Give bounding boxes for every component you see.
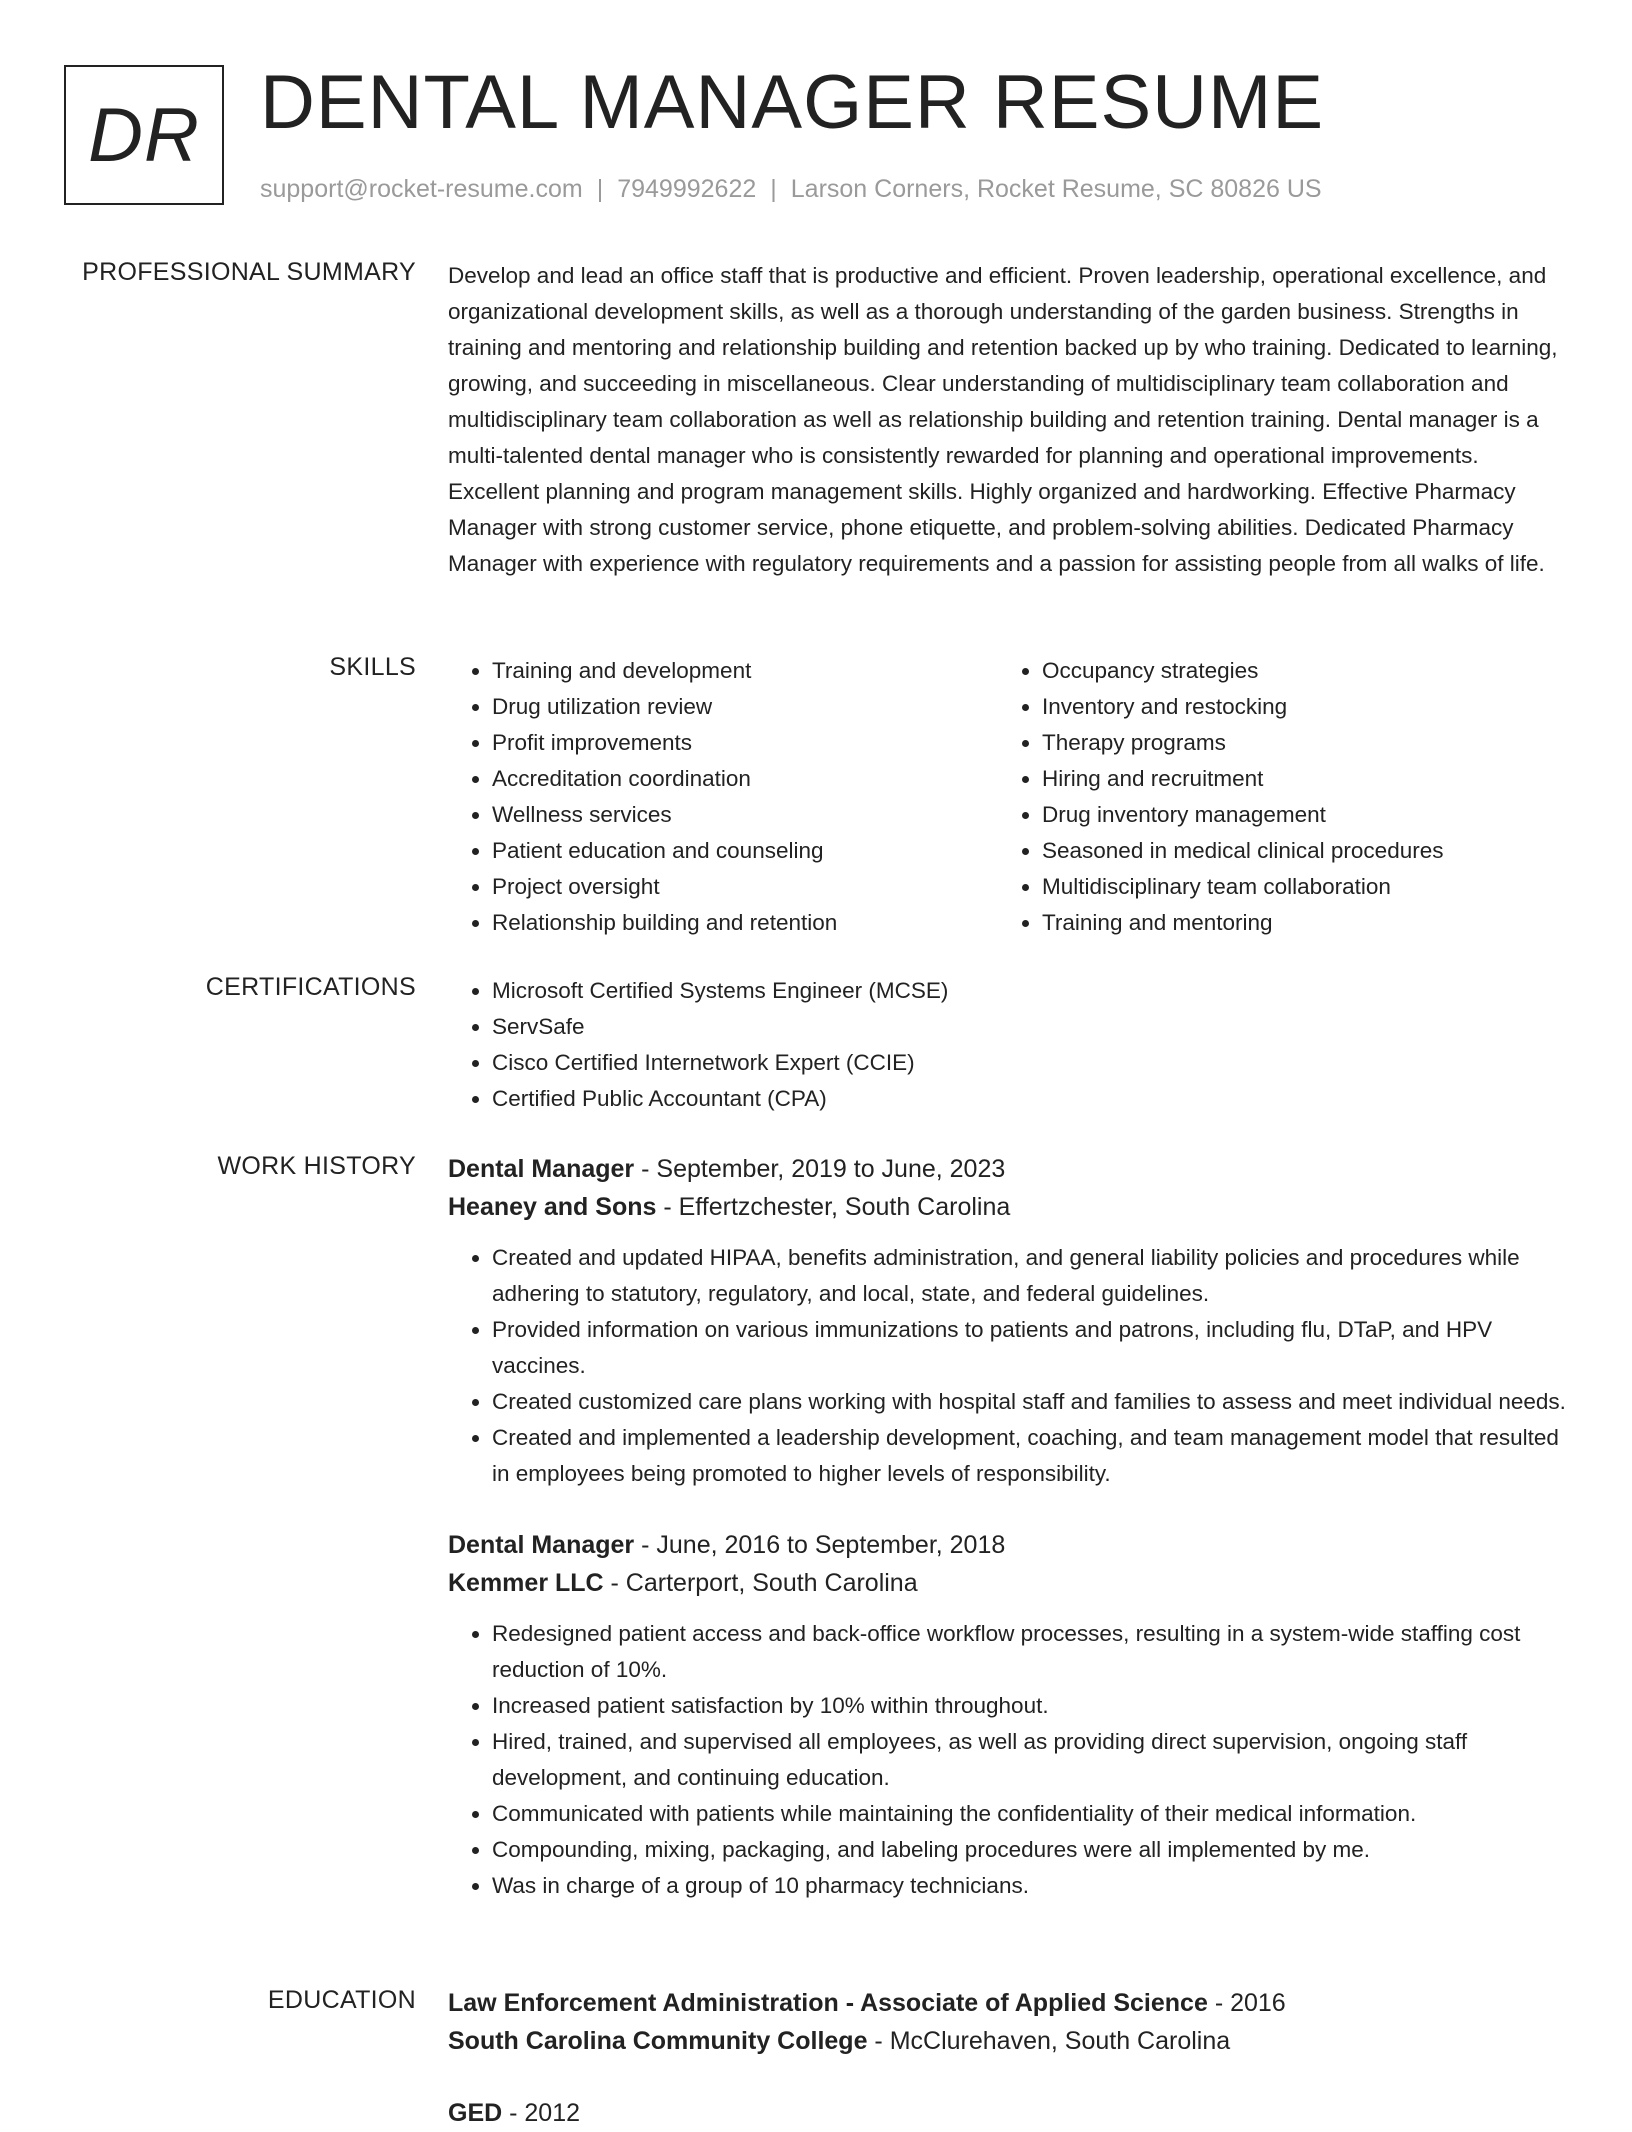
contact-separator: | — [596, 175, 604, 203]
job-title: Dental Manager — [448, 1155, 635, 1183]
job-title-line — [448, 1150, 1568, 1188]
skill-item: • Project oversight — [492, 869, 998, 905]
job-location: - Effertzchester, South Carolina — [656, 1193, 1011, 1221]
skills-list-left — [448, 653, 998, 941]
skill-item: • Profit improvements — [492, 725, 998, 761]
job-bullet: • Created and updated HIPAA, benefits administration, and general liability policies and procedures while adhering to statutory, regulatory, and local, state, and federal guidelines. — [492, 1240, 1568, 1312]
certifications-heading: CERTIFICATIONS — [205, 973, 416, 1001]
job-bullet: • Compounding, mixing, packaging, and labeling procedures were all implemented by me. — [492, 1832, 1568, 1868]
contact-separator: | — [770, 175, 777, 203]
skills-list-right — [998, 653, 1548, 941]
job-dates: - September, 2019 to June, 2023 — [634, 1155, 1006, 1183]
contact-address: Larson Corners, Rocket Resume, SC 80826 US — [790, 175, 1322, 203]
skill-item: • Hiring and recruitment — [1042, 761, 1548, 797]
certification-item: • Microsoft Certified Systems Engineer (MCSE) — [492, 973, 1568, 1009]
job-bullets — [448, 1240, 1568, 1492]
skill-item: • Inventory and restocking — [1042, 689, 1548, 725]
skill-item: • Training and development — [492, 653, 998, 689]
job-company: Heaney and Sons — [448, 1193, 657, 1221]
job-bullet: • Created and implemented a leadership development, coaching, and team management model that resulted in employees being promoted to higher levels of responsibility. — [492, 1420, 1568, 1492]
job-company: Kemmer LLC — [448, 1569, 604, 1597]
certifications-list — [448, 973, 1568, 1117]
degree-line — [448, 2094, 1568, 2132]
certification-item: • Certified Public Accountant (CPA) — [492, 1081, 1568, 1117]
job-company-line — [448, 1188, 1568, 1226]
work-history-body — [448, 1150, 1568, 1904]
degree-name: GED — [448, 2099, 503, 2127]
job-bullet: • Created customized care plans working with hospital staff and families to assess and meet individual needs. — [492, 1384, 1568, 1420]
education-body — [448, 1984, 1568, 2132]
job-location: - Carterport, South Carolina — [603, 1569, 918, 1597]
contact-phone: 7949992622 — [617, 175, 757, 203]
job-company-line — [448, 1564, 1568, 1602]
job-bullet: • Redesigned patient access and back-office workflow processes, resulting in a system-wide staffing cost reduction of 10%. — [492, 1616, 1568, 1688]
certification-item: • Cisco Certified Internetwork Expert (CCIE) — [492, 1045, 1568, 1081]
skill-item: • Drug inventory management — [1042, 797, 1548, 833]
job-entry — [448, 1526, 1568, 1904]
skills-heading: SKILLS — [329, 653, 416, 681]
skills-columns — [448, 653, 1568, 941]
job-bullet: • Provided information on various immunizations to patients and patrons, including flu, DTaP, and HPV vaccines. — [492, 1312, 1568, 1384]
contact-line — [260, 175, 1322, 204]
skill-item: • Relationship building and retention — [492, 905, 998, 941]
job-bullet: • Hired, trained, and supervised all employees, as well as providing direct supervision, ongoing staff development, and continuing education. — [492, 1724, 1568, 1796]
school-location: - McClurehaven, South Carolina — [867, 2027, 1231, 2055]
skill-item: • Seasoned in medical clinical procedures — [1042, 833, 1548, 869]
skill-item: • Accreditation coordination — [492, 761, 998, 797]
education-entry — [448, 2094, 1568, 2132]
work-history-heading: WORK HISTORY — [217, 1152, 416, 1180]
job-title: Dental Manager — [448, 1531, 635, 1559]
degree-year: - 2016 — [1207, 1989, 1286, 2017]
resume-header — [64, 60, 1568, 210]
school-line — [448, 2022, 1568, 2060]
job-entry — [448, 1150, 1568, 1492]
initials-monogram: DR — [64, 65, 224, 205]
degree-year: - 2012 — [502, 2099, 581, 2127]
skill-item: • Occupancy strategies — [1042, 653, 1548, 689]
certification-item: • ServSafe — [492, 1009, 1568, 1045]
job-title-line — [448, 1526, 1568, 1564]
summary-heading: PROFESSIONAL SUMMARY — [82, 258, 416, 286]
skill-item: • Drug utilization review — [492, 689, 998, 725]
degree-line — [448, 1984, 1568, 2022]
skill-item: • Multidisciplinary team collaboration — [1042, 869, 1548, 905]
skill-item: • Patient education and counseling — [492, 833, 998, 869]
summary-body — [448, 258, 1568, 582]
job-bullet: • Increased patient satisfaction by 10% within throughout. — [492, 1688, 1568, 1724]
job-bullets — [448, 1616, 1568, 1904]
job-bullet: • Was in charge of a group of 10 pharmacy technicians. — [492, 1868, 1568, 1904]
skill-item: • Therapy programs — [1042, 725, 1548, 761]
education-entry — [448, 1984, 1568, 2060]
school-name: South Carolina Community College — [448, 2027, 868, 2055]
certifications-body — [448, 973, 1568, 1117]
summary-text: Develop and lead an office staff that is productive and efficient. Proven leadership, operational excellence, and organizational development skills, as well as a thorough understanding of the garden business. Strengths in training and mentoring and relationship building and retention backed up by who training. Dedicated to learning, growing, and succeeding in miscellaneous. Clear understanding of multidisciplinary team collaboration and multidisciplinary team collaboration as well as relationship building and retention training. Dental manager is a multi-talented dental manager who is consistently rewarded for planning and operational improvements. Excellent planning and program management skills. Highly organized and hardworking. Effective Pharmacy Manager with strong customer service, phone etiquette, and problem-solving abilities. Dedicated Pharmacy Manager with experience with regulatory requirements and a passion for assisting people from all walks of life. — [448, 263, 1558, 576]
education-heading: EDUCATION — [267, 1986, 416, 2014]
job-bullet: • Communicated with patients while maintaining the confidentiality of their medical information. — [492, 1796, 1568, 1832]
skill-item: • Training and mentoring — [1042, 905, 1548, 941]
degree-name: Law Enforcement Administration - Associate of Applied Science — [448, 1989, 1208, 2017]
resume-title: DENTAL MANAGER RESUME — [260, 60, 1325, 145]
skill-item: • Wellness services — [492, 797, 998, 833]
job-dates: - June, 2016 to September, 2018 — [634, 1531, 1006, 1559]
contact-email: support@rocket-resume.com — [260, 175, 583, 203]
